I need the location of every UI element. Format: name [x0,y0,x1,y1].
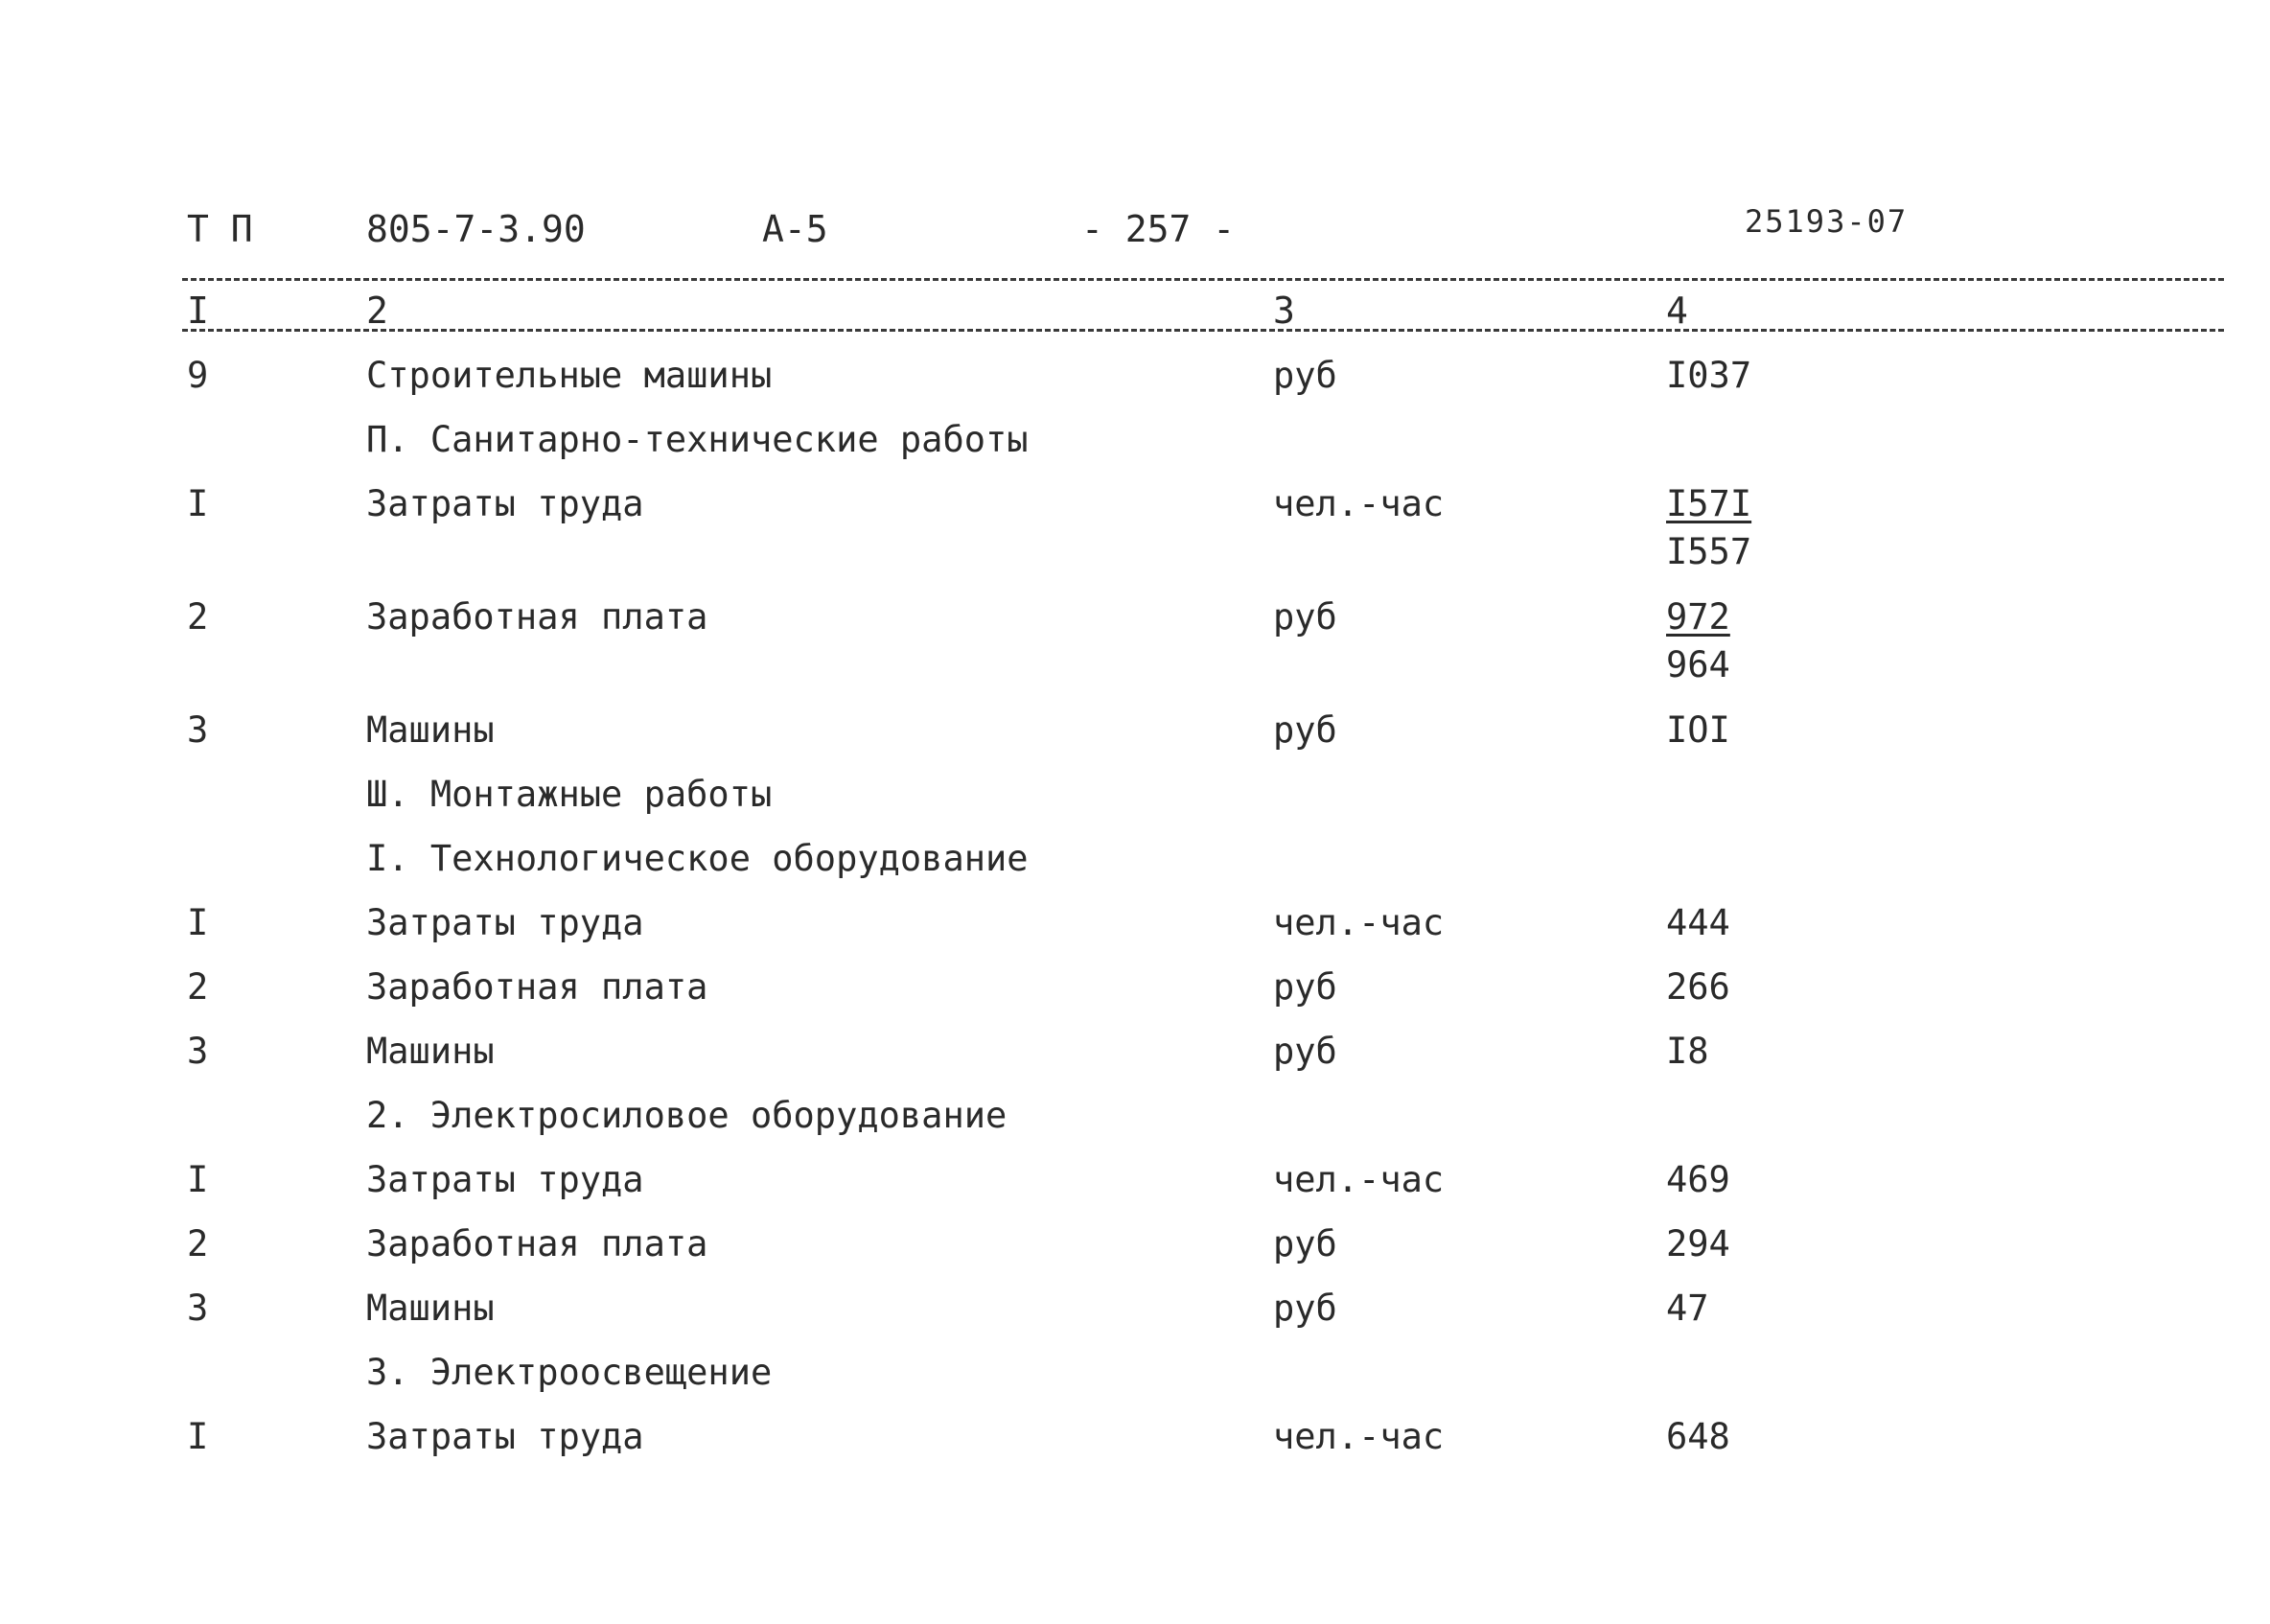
unit-cell: руб [1273,1288,1337,1329]
table-row [0,1288,2270,1352]
row-number: 2 [187,596,209,638]
header-code: 805-7-3.90 [366,208,586,250]
item-name: Затраты труда [366,1159,644,1200]
unit-cell: руб [1273,596,1337,638]
table-row [0,709,2270,774]
section-title: Ш. Монтажные работы [366,774,773,815]
header-page-number: - 257 - [1081,208,1236,250]
unit-cell: руб [1273,355,1337,396]
item-name: Машины [366,1288,495,1329]
section-title: 2. Электросиловое оборудование [366,1095,1008,1136]
unit-cell: чел.-час [1273,902,1445,943]
value-fraction [1666,483,1751,573]
unit-cell: чел.-час [1273,1416,1445,1457]
item-name: Затраты труда [366,902,644,943]
table-row [0,596,2270,709]
section-heading-row [0,419,2270,483]
value-numerator: I57I [1666,483,1752,524]
item-name: Заработная плата [366,596,708,638]
table-body [0,355,2270,1480]
unit-cell: руб [1273,1031,1337,1072]
section-heading-row [0,774,2270,838]
row-number: 9 [187,355,209,396]
value-numerator: 972 [1666,596,1730,638]
unit-cell: руб [1273,966,1337,1008]
value-cell: 294 [1666,1223,1730,1264]
value-denominator: 964 [1666,644,1730,685]
section-title: П. Санитарно-технические работы [366,419,1029,460]
table-row [0,483,2270,596]
unit-cell: чел.-час [1273,1159,1445,1200]
table-row [0,1031,2270,1095]
item-name: Затраты труда [366,1416,644,1457]
value-cell: 648 [1666,1416,1730,1457]
item-name: Затраты труда [366,483,644,524]
value-cell: 469 [1666,1159,1730,1200]
unit-cell: чел.-час [1273,483,1445,524]
table-row [0,902,2270,966]
dashed-rule-top [182,278,2224,281]
section-heading-row [0,838,2270,902]
section-title: I. Технологическое оборудование [366,838,1029,879]
column-header-3: 3 [1273,290,1295,332]
value-cell: I037 [1666,355,1752,396]
row-number: 2 [187,966,209,1008]
column-header-2: 2 [366,290,388,332]
section-title: 3. Электроосвещение [366,1352,773,1393]
row-number: I [187,902,209,943]
table-row [0,1159,2270,1223]
table-row [0,355,2270,419]
value-fraction [1666,596,1730,686]
item-name: Строительные машины [366,355,773,396]
unit-cell: руб [1273,709,1337,751]
table-row [0,1223,2270,1288]
unit-cell: руб [1273,1223,1337,1264]
header-series: Т П [187,208,253,250]
handwritten-stamp-number: 25193-07 [1745,203,1909,240]
table-row [0,966,2270,1031]
row-number: 2 [187,1223,209,1264]
row-number: 3 [187,1031,209,1072]
item-name: Заработная плата [366,966,708,1008]
value-denominator: I557 [1666,531,1752,572]
column-header-4: 4 [1666,290,1688,332]
item-name: Машины [366,1031,495,1072]
section-heading-row [0,1095,2270,1159]
row-number: I [187,1416,209,1457]
item-name: Машины [366,709,495,751]
value-cell: 47 [1666,1288,1709,1329]
dashed-rule-bottom [182,329,2224,332]
value-cell: I8 [1666,1031,1709,1072]
value-cell: 266 [1666,966,1730,1008]
row-number: 3 [187,1288,209,1329]
row-number: 3 [187,709,209,751]
value-cell: IOI [1666,709,1730,751]
header-album: А-5 [762,208,828,250]
value-cell: 444 [1666,902,1730,943]
row-number: I [187,483,209,524]
section-heading-row [0,1352,2270,1416]
column-header-1: I [187,290,209,332]
row-number: I [187,1159,209,1200]
item-name: Заработная плата [366,1223,708,1264]
table-row [0,1416,2270,1480]
